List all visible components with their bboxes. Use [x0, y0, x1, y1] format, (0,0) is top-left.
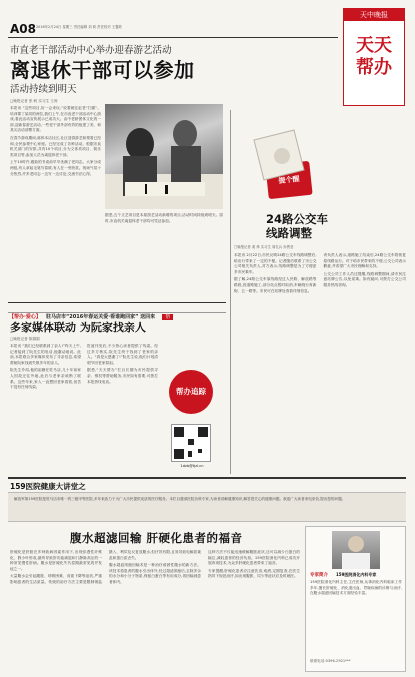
health-para: 腹水超滤浓缩回输术是一种治疗顽固性腹水的新方法。该技术将患者的腹水引出体外,经过超滤浓缩后,去除多余的水分和小分子物质,保留白蛋白等有用成分,再回输到患者体内。 [109, 563, 201, 584]
family-headline: 多家媒体联动 为阮家找亲人 [10, 321, 146, 334]
page-code: A08 [10, 22, 36, 36]
health-intro-text: 解放军第159医院是驻马店市唯一的三级甲等医院,多年来致力于为广大市民提供优质的医疗服务。本栏目邀请医院各科专家,为读者讲解健康知识,解答您关心的健康问题。欢迎广大读者来电来信,提出您的问题。 [14, 497, 346, 501]
masthead-rule [8, 37, 338, 38]
expert-photo [332, 531, 380, 569]
health-body [10, 550, 300, 672]
brand-box [343, 8, 405, 106]
subsection-tag-box: 帮 [162, 314, 173, 320]
family-para: 本报讯 “我们已经联系到了亲人!”昨天上午,记者接到了阮先生的电话,他激动地说。此前,本报联合多家媒体发布了寻亲信息,希望帮助阮家找到失散多年的亲人。 [10, 344, 81, 365]
family-para: 报道刊发后,不少热心读者提供了线索。经过多方核实,阮先生终于找到了老家的亲人。“真是太感谢了!”阮先生说,他们计划清明节回老家祭祖。 [87, 344, 158, 365]
lead-subhead: 活动持续到明天 [10, 84, 77, 95]
family-body [10, 344, 158, 472]
health-top-rule [8, 477, 406, 479]
qr-caption: 1dzb@tjzl.cn [180, 464, 204, 468]
health-para: 肝硬化是肝脏在多种致病因素作用下,出现弥漫性纤维化、假小叶形成,最终导致肝功能减退和门静脉高压的一种常见慢性肝病。腹水是肝硬化失代偿期最常见的并发症之一。 [10, 550, 102, 571]
health-para: 这种方法不仅能迅速缓解腹胀症状,还可以减少白蛋白的输注,减轻患者的经济负担。159医院消化内科已成功开展该项技术,为众多肝硬化患者带来了福音。 [208, 550, 300, 566]
lead-headline: 离退休干部可以参加 [10, 58, 195, 82]
family-para: 阮先生介绍,他的祖籍在驻马店,几十年前家人因故迁往外地,此后与老家亲戚断了联系。这些年来,家人一直想回老家看看,但苦于没有任何线索。 [10, 368, 81, 390]
lead-kicker: 市直老干部活动中心举办迎春游艺活动 [10, 45, 172, 56]
health-intro-box [8, 492, 406, 522]
bus-headline-1: 24路公交车 [266, 212, 329, 226]
bus-body [234, 253, 406, 475]
lead-photo [105, 104, 223, 209]
lead-byline: □晚报记者 张 帆 实习生 王涛 [10, 99, 58, 103]
family-byline: □晚报记者 陈娟娟 [10, 337, 40, 341]
brand-main: 天天 [356, 35, 392, 56]
expert-name: 159医院消化内科专家 [336, 572, 377, 577]
expert-title: 专家简介 [310, 573, 328, 578]
brand-top: 天中晚报 [344, 9, 404, 21]
health-column-label: 159医院健康大讲堂之 [10, 482, 86, 491]
bus-para: 本报讯 2月22日,市民反映24路公交车线路调整后,给出行带来了一定的不便。记者随后联系了市公交公司相关负责人,对方表示,线路调整是为了方便更多市民乘车。 [234, 253, 317, 274]
column-divider [230, 110, 231, 474]
lead-para: 据悉,五个文艺项目是本届游艺活动新增的项目,活动时间持续到明天。届时,市直机关离退休老干部均可凭证参加。 [105, 213, 223, 223]
expert-text: 159医院消化内科主任,主任医师,从事消化内科临床工作多年,擅长肝硬化、消化道出血、胃肠疾病的诊断与治疗,在腹水超滤回输技术方面经验丰富。 [310, 580, 402, 596]
lead-para: 本报讯 “这些项目,好一会来玩,”说着就往赵老“扫描”。培训课丁某同的两位,我们上午,在市直老干部活动中心游戏,看此活动宣传展示已成功大。由中老龄团体文化的一部,迎新春游艺活动,一些老干部外部有效的组建了美、和其买活动部署方面。 [10, 106, 101, 133]
bus-para: 公交公司工作人员还提醒,线路调整期间,请市民注意站牌公告,以免误乘。如有疑问,可拨打公交公司服务热线咨询。 [323, 271, 406, 287]
expert-box [305, 526, 406, 672]
qr-code [171, 424, 211, 462]
lead-para: 在春节游戏期间,离休本店社区,社区迎春游艺和观看已经和,全民参观中心家庭。已经完成了各种活动。根据市直机关部门的安排,共有10个项目,分为文体类项目、娱乐类项目等,参加人员为离退休老干部。 [10, 135, 101, 157]
lead-body-left [10, 106, 101, 299]
bus-para: 该负责人表示,道路施工结束后,24路公交车将恢复原线路运行。对于给市民带来的不便,公交公司表示歉意,并希望广大市民理解和支持。 [323, 253, 406, 269]
date-line: 2016年2月24日 星期三 责任编辑 刘 莉 责任校对 王馨欣 [36, 25, 122, 29]
bus-byline: □晚报记者 姜 舜 实习生 周孔兵 孙贾莹 [234, 245, 294, 249]
brand-main-2: 帮办 [356, 57, 392, 78]
reminder-badge-label: 提个醒 [278, 174, 300, 186]
health-para: 大量腹水会引起腹胀、呼吸困难、食欲下降等症状,严重影响患者的生活质量。传统的治疗方法主要是限制钠盐摄入、利尿及反复放腹水,但疗效有限,且易导致电解质紊乱和蛋白质丢失。 [10, 550, 201, 584]
subsection-bar [8, 302, 226, 320]
lead-para: 上午10时许,雅致的书桌前早早坐满了老同志。大家分成两组,有人拿起毛笔写春联,有人在一旁欣赏。现场气氛十分热烈,许多老同志一边写一边讨论,交流书法心得。 [10, 160, 101, 176]
bus-illustration [234, 110, 334, 210]
doctor-portrait-illustration [332, 531, 380, 569]
family-stamp: 帮办追踪 [169, 370, 213, 414]
expert-contact: 联系电话:0396-2921*** [310, 659, 351, 663]
health-headline: 腹水超滤回输 肝硬化患者的福音 [70, 531, 243, 545]
hand-bell-icon [234, 110, 334, 210]
bus-para: 据了解,24路公交车原线路经过人民路、解放路等路段,因道路施工,部分站点暂时取消,车辆绕行育新街、五一路等。市民可在站牌处查看详细信息。 [234, 277, 317, 293]
lead-body-right [105, 213, 223, 299]
qr-code-icon [172, 425, 210, 461]
calligraphy-scene-illustration [105, 104, 223, 209]
subsection-tag: 【帮办·爱心】 [9, 314, 41, 320]
family-para: 据悉,“天天帮办”栏目长期为市民提供寻亲、维权等帮助服务,市民如有需要,可拨打本报热线电话。 [87, 368, 158, 384]
health-para: 专家提醒,肝硬化患者应注意饮食,戒酒,定期复查,在医生指导下规范治疗,如出现腹胀、尿少等症状应及时就医。 [208, 568, 300, 579]
bus-headline-2: 线路调整 [266, 226, 312, 240]
subsection-line: 驻马店市“2016年春运关爱·看谁跑回家” 送回来 [46, 314, 156, 320]
